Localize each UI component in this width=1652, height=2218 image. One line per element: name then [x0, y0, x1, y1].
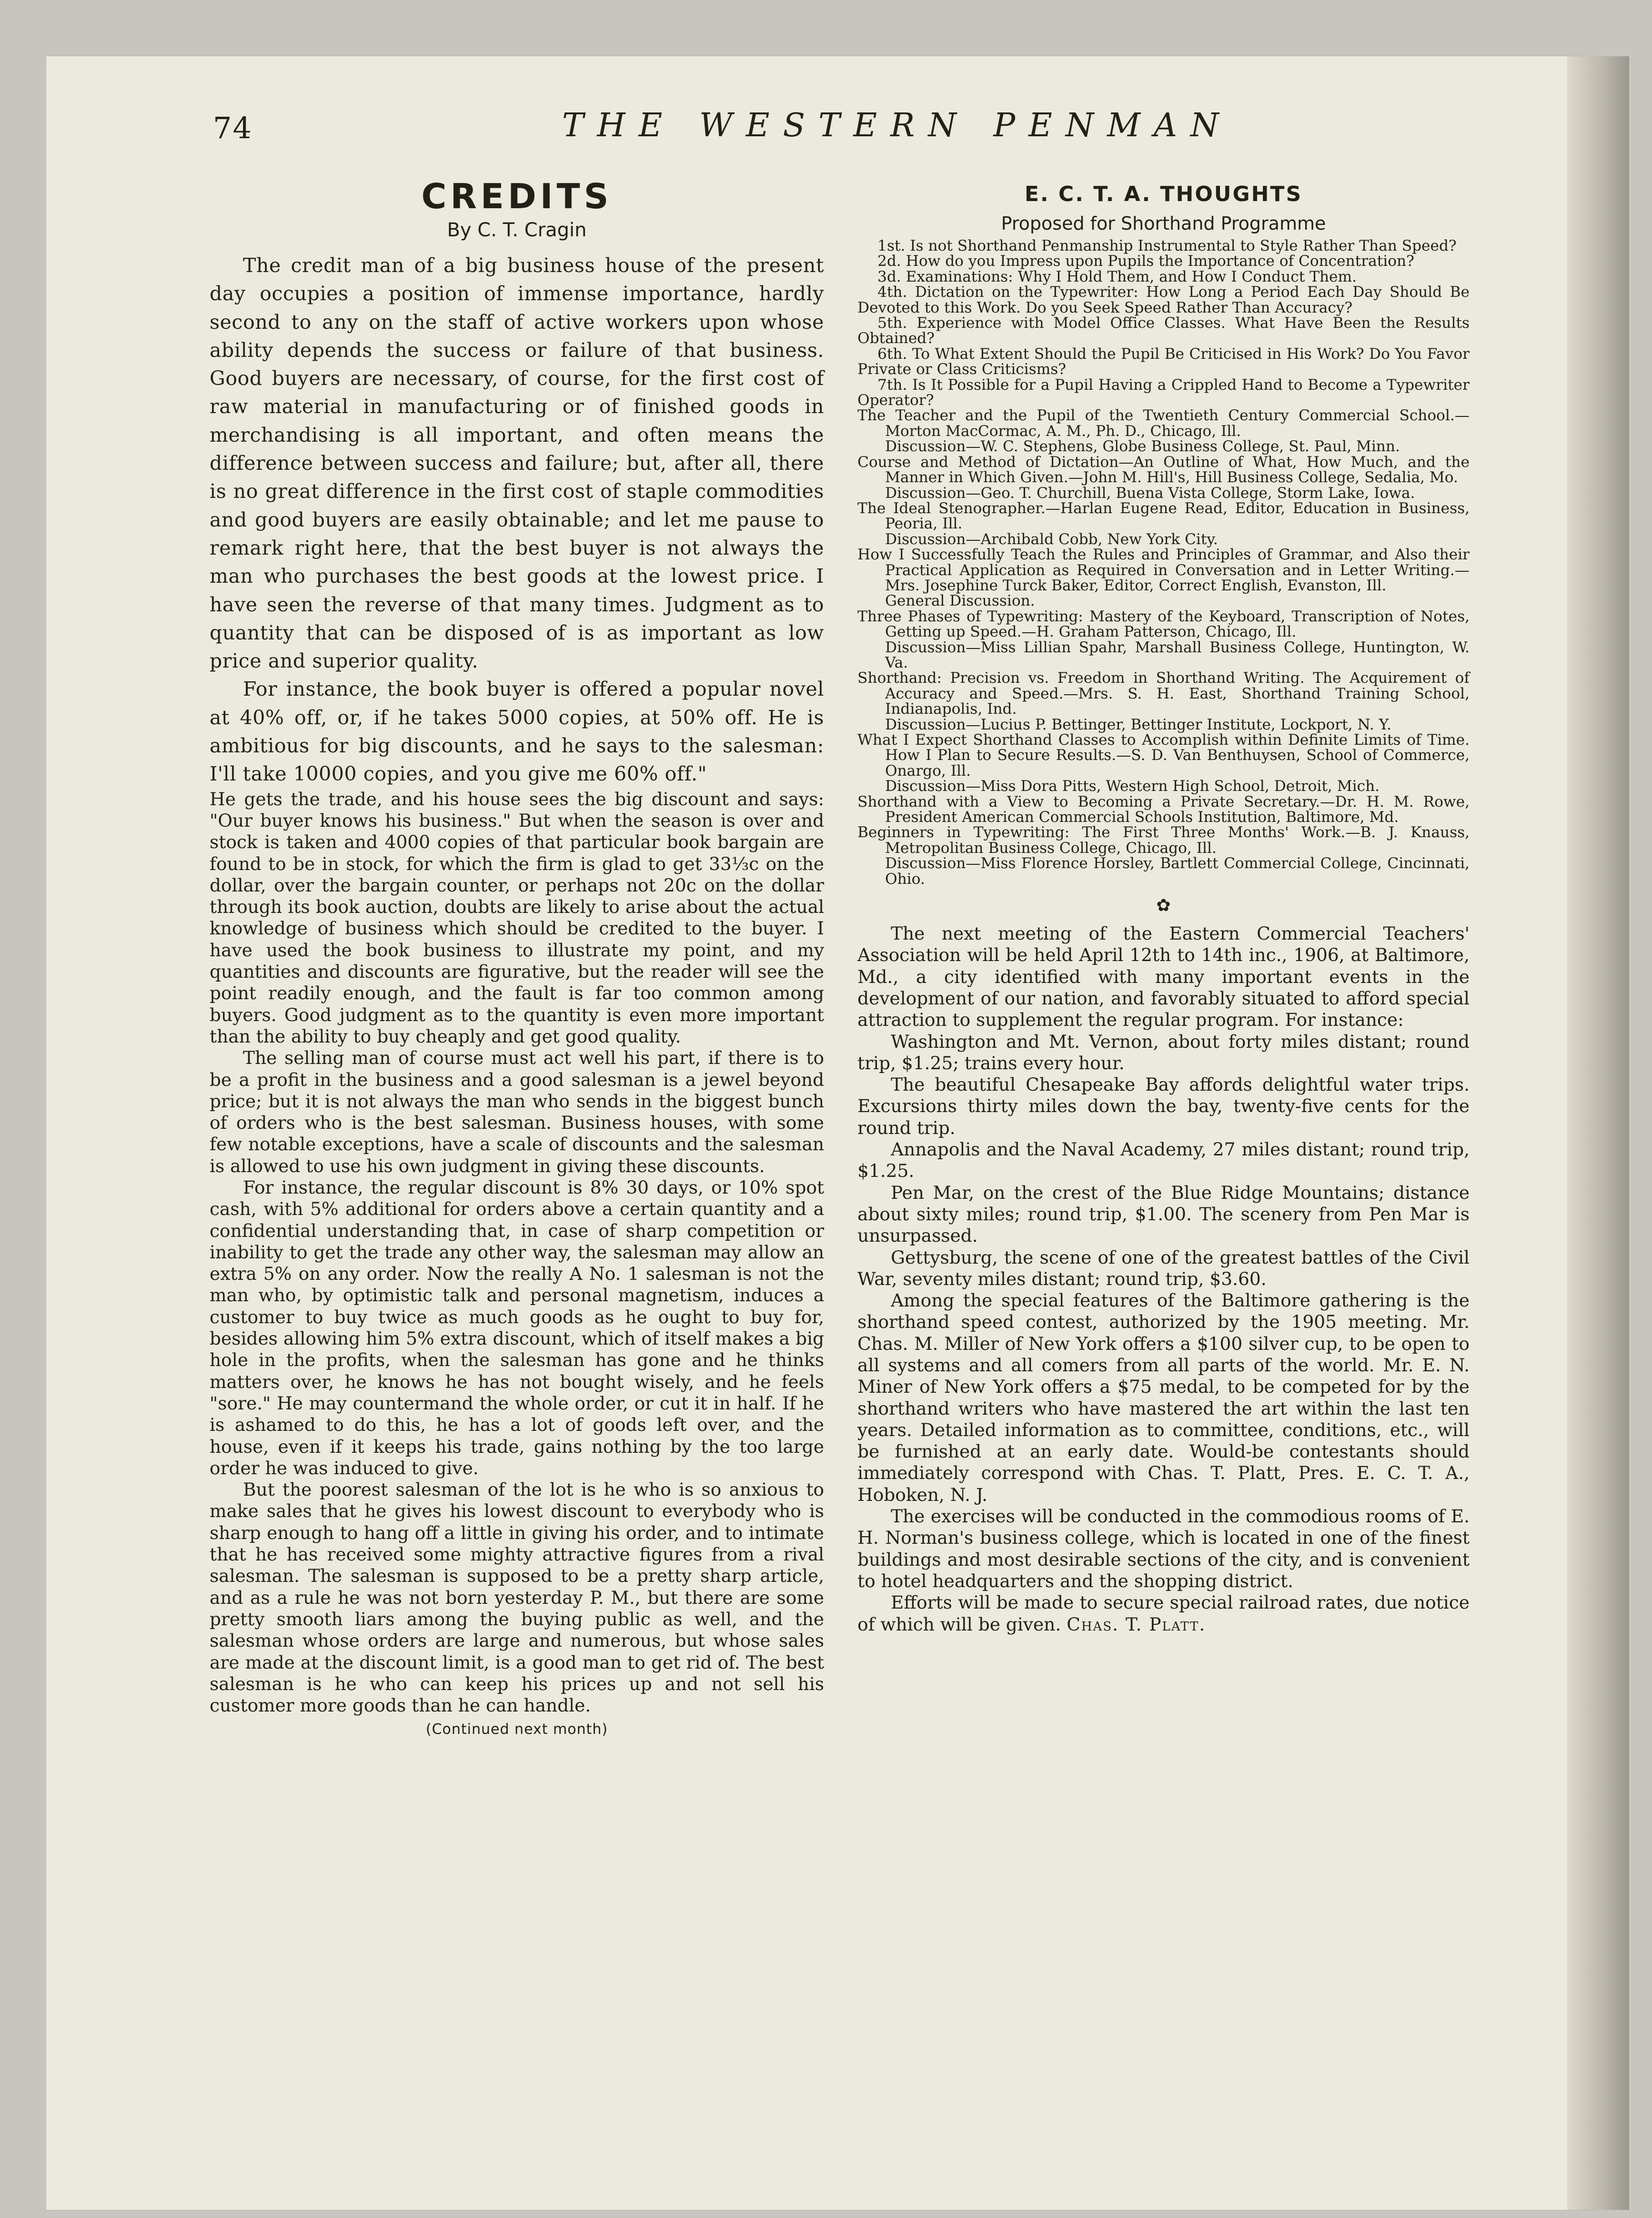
ecta-article — [857, 176, 1470, 1635]
signature: Chas. T. Platt. — [1067, 1613, 1206, 1635]
article-byline: By C. T. Cragin — [447, 219, 587, 241]
program-discussion-item: Discussion—Lucius P. Bettinger, Bettinger Institute, Lockport, N. Y. — [885, 716, 1392, 733]
program-item: The Teacher and the Pupil of the Twentieth Century Commercial School.—Morton MacCormac, A. M., Ph. D., Chicago, Ill. — [857, 407, 1470, 440]
article-title: CREDITS — [421, 176, 613, 216]
ecta-paragraph: The next meeting of the Eastern Commercial Teachers' Association will be held April 12th to 14th inc., 1906, at Baltimore, Md., a city identified with many important events in the development of our nation, and favorably situated to afford special attraction to supplement the regular program. For instance: — [857, 923, 1470, 1031]
ecta-final-paragraph — [857, 1592, 1470, 1635]
credits-article — [210, 176, 824, 1738]
continued-note: (Continued next month) — [425, 1721, 608, 1738]
program-item: Shorthand with a View to Becoming a Private Secretary.—Dr. H. M. Rowe, President American Commercial Schools Institution, Baltimore, Md. — [857, 793, 1470, 826]
program-discussion-item: Discussion—Geo. T. Churchill, Buena Vista College, Storm Lake, Iowa. — [885, 484, 1415, 502]
credits-paragraph: The selling man of course must act well his part, if there is to be a profit in the business and a good salesman is a jewel beyond price; but it is not always the man who sends in the biggest bunch of orders who is the best salesman. Business houses, with some few notable exceptions, have a scale of discounts and the salesman is allowed to use his own judgment in giving these discounts. — [210, 1047, 824, 1176]
program-item: 7th. Is It Possible for a Pupil Having a Crippled Hand to Become a Typewriter Operator? — [857, 376, 1470, 409]
program-item: 6th. To What Extent Should the Pupil Be Criticised in His Work? Do You Favor Private or Class Criticisms? — [857, 345, 1470, 378]
ecta-final-text: Efforts will be made to secure special railroad rates, due notice of which will be given. — [857, 1592, 1470, 1635]
page-number: 74 — [213, 111, 252, 145]
program-item: 5th. Experience with Model Office Classes. What Have Been the Results Obtained? — [857, 314, 1470, 347]
program-discussion-item: Discussion—Miss Dora Pitts, Western High School, Detroit, Mich. — [885, 778, 1380, 795]
page-gutter-shadow — [1567, 56, 1629, 2210]
program-item: What I Expect Shorthand Classes to Accomplish within Definite Limits of Time. How I Plan to Secure Results.—S. D. Van Benthuysen, School of Commerce, Onargo, Ill. — [857, 731, 1470, 780]
credits-paragraph: The credit man of a big business house of the present day occupies a position of immense importance, hardly second to any on the staff of active workers upon whose ability depends the success or failure of that business. Good buyers are necessary, of course, for the first cost of raw material in manufacturing or of finished goods in merchandising is all important, and often means the difference between success and failure; but, after all, there is no great difference in the first cost of staple commodities and good buyers are easily obtainable; and let me pause to remark right here, that the best buyer is not always the man who purchases the best goods at the lowest price. I have seen the reverse of that many times. Judgment as to quantity that can be disposed of is as important as low price and superior quality. — [210, 254, 824, 673]
program-item: How I Successfully Teach the Rules and Principles of Grammar, and Also their Practical Application as Required in Conversation and in Letter Writing.—Mrs. Josephine Turck Baker, Editor, Correct English, Evanston, Ill. — [857, 546, 1470, 594]
program-item: The Ideal Stenographer.—Harlan Eugene Read, Editor, Education in Business, Peoria, Ill. — [857, 499, 1470, 533]
ecta-paragraph: The beautiful Chesapeake Bay affords delightful water trips. Excursions thirty miles down the bay, twenty-five cents for the round trip. — [857, 1074, 1470, 1138]
program-item: Three Phases of Typewriting: Mastery of the Keyboard, Transcription of Notes, Getting up Speed.—H. Graham Patterson, Chicago, Ill. — [857, 608, 1470, 641]
ecta-paragraph: The exercises will be conducted in the commodious rooms of E. H. Norman's business college, which is located in one of the finest buildings and most desirable sections of the city, and is convenient to hotel headquarters and the shopping district. — [857, 1506, 1470, 1591]
credits-paragraph: He gets the trade, and his house sees the big discount and says: "Our buyer knows his business." But when the season is over and stock is taken and 4000 copies of that particular book bargain are found to be in stock, for which the firm is glad to get 33⅓c on the dollar, over the bargain counter, or perhaps not 20c on the dollar through its book auction, doubts are likely to arise about the actual knowledge of business which should be credited to the buyer. I have used the book business to illustrate my point, and my quantities and discounts are figurative, but the reader will see the point readily enough, and the fault is far too common among buyers. Good judgment as to the quantity is even more important than the ability to buy cheaply and get good quality. — [210, 788, 824, 1047]
program-item: 4th. Dictation on the Typewriter: How Long a Period Each Day Should Be Devoted to this Work. Do you Seek Speed Rather Than Accuracy? — [857, 284, 1470, 316]
flower-ornament-icon: ✿ — [1156, 896, 1171, 916]
program-item: Course and Method of Dictation—An Outline of What, How Much, and the Manner in Which Given.—John M. Hill's, Hill Business College, Sedalia, Mo. — [857, 453, 1470, 486]
program-item: 2d. How do you Impress upon Pupils the Importance of Concentration? — [877, 253, 1414, 270]
program-item: 1st. Is not Shorthand Penmanship Instrumental to Style Rather Than Speed? — [877, 237, 1457, 254]
program-item: 3d. Examinations: Why I Hold Them, and How I Conduct Them. — [877, 268, 1357, 285]
journal-title: THE WESTERN PENMAN — [562, 107, 1232, 144]
ecta-paragraph: Washington and Mt. Vernon, about forty miles distant; round trip, $1.25; trains every hour. — [857, 1031, 1470, 1074]
program-discussion-item: Discussion—Miss Florence Horsley, Bartlett Commercial College, Cincinnati, Ohio. — [885, 855, 1470, 888]
ecta-paragraph: Pen Mar, on the crest of the Blue Ridge Mountains; distance about sixty miles; round trip, $1.00. The scenery from Pen Mar is unsurpassed. — [857, 1182, 1470, 1246]
program-item: Beginners in Typewriting: The First Three Months' Work.—B. J. Knauss, Metropolitan Business College, Chicago, Ill. — [857, 824, 1470, 857]
program-list — [857, 238, 1470, 887]
ecta-title: E. C. T. A. THOUGHTS — [1024, 182, 1303, 206]
program-discussion-item: Discussion—Archibald Cobb, New York City. — [885, 530, 1218, 548]
ecta-paragraph: Among the special features of the Baltimore gathering is the shorthand speed contest, authorized by the 1905 meeting. Mr. Chas. M. Miller of New York offers a $100 silver cup, to be open to all systems and all comers from all parts of the world. Mr. E. N. Miner of New York offers a $75 medal, to be competed for by the shorthand writers who have mastered the art within the last ten years. Detailed information as to committee, conditions, etc., will be furnished at an early date. Would-be contestants should immediately correspond with Chas. T. Platt, Pres. E. C. T. A., Hoboken, N. J. — [857, 1290, 1470, 1505]
program-discussion-item: Discussion—Miss Lillian Spahr, Marshall Business College, Huntington, W. Va. — [885, 638, 1470, 671]
program-discussion-item: Discussion—W. C. Stephens, Globe Business College, St. Paul, Minn. — [885, 438, 1400, 456]
ecta-subtitle: Proposed for Shorthand Programme — [1001, 213, 1326, 234]
program-item: Shorthand: Precision vs. Freedom in Shorthand Writing. The Acquirement of Accuracy and Speed.—Mrs. S. H. East, Shorthand Training School, Indianapolis, Ind. — [857, 669, 1470, 718]
ecta-paragraph: Annapolis and the Naval Academy, 27 miles distant; round trip, $1.25. — [857, 1139, 1470, 1182]
program-discussion-item: General Discussion. — [885, 592, 1035, 610]
credits-paragraph: For instance, the book buyer is offered a popular novel at 40% off, or, if he takes 5000 copies, at 50% off. He is ambitious for big discounts, and he says to the salesman: I'll take 10000 copies, and you give me 60% off." — [210, 678, 824, 786]
credits-paragraph: But the poorest salesman of the lot is he who is so anxious to make sales that he gives his lowest discount to everybody who is sharp enough to hang off a little in giving his order, and to intimate that he has received some mighty attractive figures from a rival salesman. The salesman is supposed to be a pretty sharp article, and as a rule he was not born yesterday P. M., but there are some pretty smooth liars among the buying public as well, and the salesman whose orders are large and numerous, but whose sales are made at the discount limit, is a good man to get rid of. The best salesman is he who can keep his prices up and not sell his customer more goods than he can handle. — [210, 1479, 824, 1716]
ecta-paragraph: Gettysburg, the scene of one of the greatest battles of the Civil War, seventy miles distant; round trip, $3.60. — [857, 1246, 1470, 1289]
credits-paragraph: For instance, the regular discount is 8% 30 days, or 10% spot cash, with 5% additional for orders above a certain quantity and a confidential understanding that, in case of sharp competition or inability to get the trade any other way, the salesman may allow an extra 5% on any order. Now the really A No. 1 salesman is not the man who, by optimistic talk and personal magnetism, induces a customer to buy twice as much goods as he ought to buy for, besides allowing him 5% extra discount, which of itself makes a big hole in the profits, when the salesman has gone and he thinks matters over, he knows he has not bought wisely, and he feels "sore." He may countermand the whole order, or cut it in half. If he is ashamed to do this, he has a lot of goods left over, and the house, even if it keeps his trade, gains nothing by the too large order he was induced to give. — [210, 1176, 824, 1479]
